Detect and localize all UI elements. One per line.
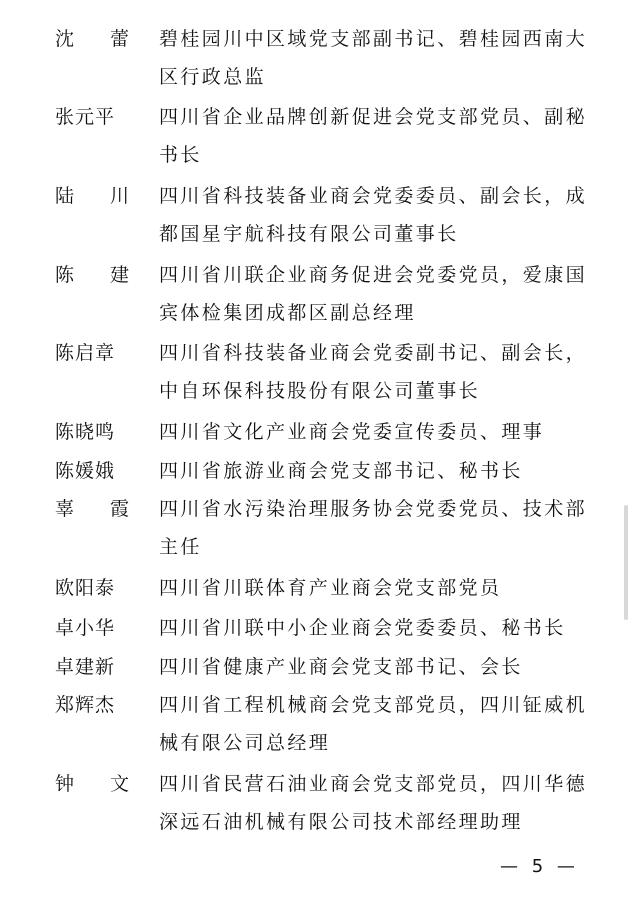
member-description: 四川省企业品牌创新促进会党支部党员、副秘书长 — [159, 106, 588, 166]
page-number: — 5 — — [500, 856, 579, 877]
member-description: 四川省文化产业商会党委宣传委员、理事 — [159, 421, 545, 443]
member-name: 陈晓鸣 — [55, 421, 116, 443]
member-description: 四川省健康产业商会党支部书记、会长 — [159, 656, 523, 678]
member-name: 张元平 — [55, 106, 116, 128]
member-name: 欧阳泰 — [55, 577, 116, 599]
member-name: 钟文 — [55, 773, 166, 795]
scrollbar[interactable] — [624, 505, 628, 620]
member-description: 四川省川联体育产业商会党支部党员 — [159, 577, 502, 599]
member-name: 卓小华 — [55, 617, 116, 639]
member-description: 碧桂园川中区域党支部副书记、碧桂园西南大区行政总监 — [159, 28, 588, 88]
member-name: 卓建新 — [55, 656, 116, 678]
member-description: 四川省科技装备业商会党委副书记、副会长，中自环保科技股份有限公司董事长 — [159, 342, 588, 402]
member-description: 四川省旅游业商会党支部书记、秘书长 — [159, 460, 523, 482]
member-description: 四川省科技装备业商会党委委员、副会长，成都国星宇航科技有限公司董事长 — [159, 185, 588, 245]
member-description: 四川省川联中小企业商会党委委员、秘书长 — [159, 617, 566, 639]
member-description: 四川省民营石油业商会党支部党员，四川华德深远石油机械有限公司技术部经理助理 — [159, 773, 588, 833]
member-name: 郑辉杰 — [55, 694, 116, 716]
member-name: 沈蕾 — [55, 28, 166, 50]
member-description: 四川省工程机械商会党支部党员，四川钲威机械有限公司总经理 — [159, 694, 588, 754]
member-name: 陈建 — [55, 264, 166, 286]
member-name: 辜霞 — [55, 498, 166, 520]
member-name: 陈媛娥 — [55, 460, 116, 482]
member-name: 陈启章 — [55, 342, 116, 364]
member-description: 四川省水污染治理服务协会党委党员、技术部主任 — [159, 498, 588, 558]
member-name: 陆川 — [55, 185, 166, 207]
member-description: 四川省川联企业商务促进会党委党员，爱康国宾体检集团成都区副总经理 — [159, 264, 588, 324]
